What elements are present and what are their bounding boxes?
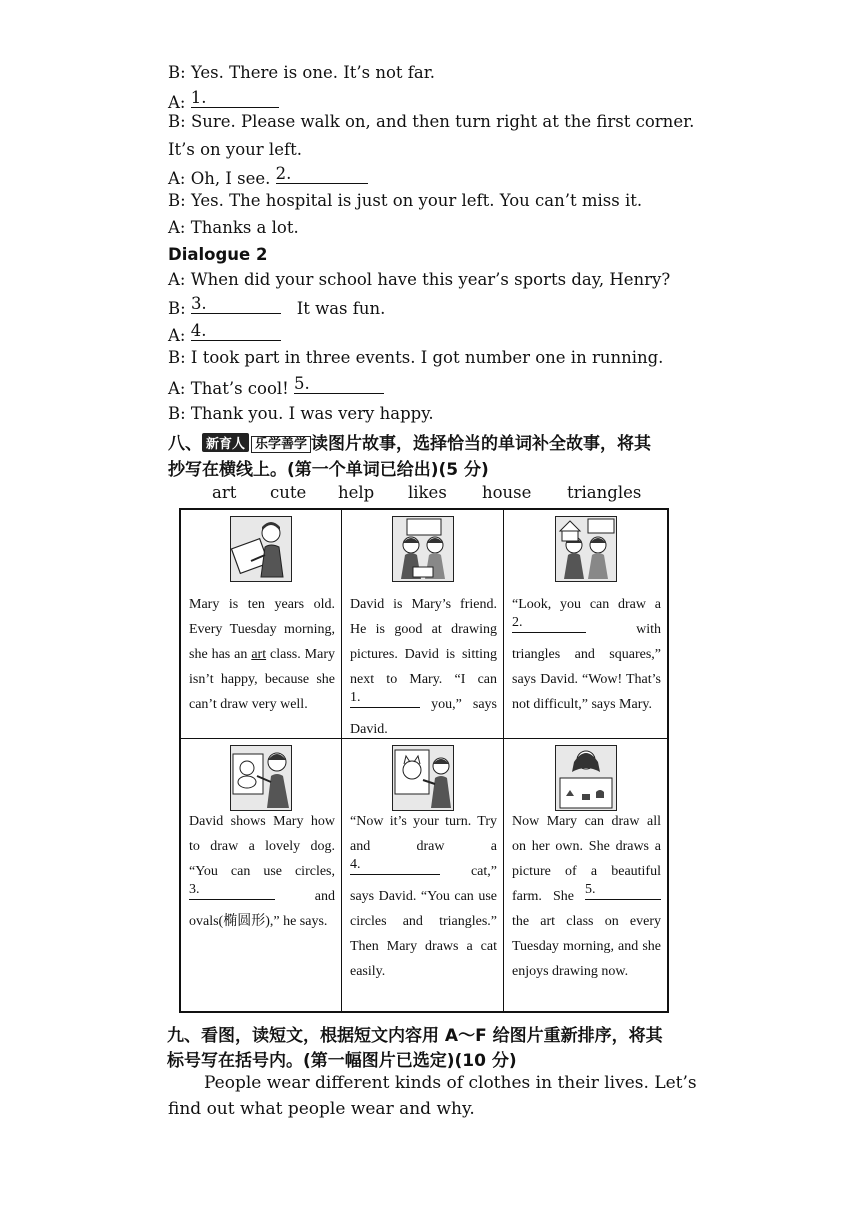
story-blank-4[interactable]: 4. [350,859,440,875]
dialogue2-line-2: B: 3. It was fun. [168,294,386,318]
story-panel-2-text: David is Mary’s friend. He is good at drawing pictures. David is sitting next to Mary. “I can 1. you,” says David. [350,597,497,737]
girl-drawing-illustration [230,516,292,582]
story-panel-3 [504,510,667,739]
word-bank-likes: likes [408,483,447,502]
dog-drawing-illustration [230,745,292,811]
dialogue1-line-1: B: Yes. There is one. It’s not far. [168,63,436,82]
dialogue1-line-7: A: Thanks a lot. [168,218,299,237]
dialogue2-line-3: A: 4. [168,323,281,347]
story-grid [179,508,669,1013]
dialogue1-line-3: B: Sure. Please walk on, and then turn right at the first corner. [168,112,695,131]
dialogue1-line-4: It’s on your left. [168,140,302,159]
answer-blank-4[interactable]: 4. [191,323,281,341]
story-blank-1[interactable]: 1. [350,692,420,708]
story-panel-2 [342,510,504,739]
dialogue2-line-6: B: Thank you. I was very happy. [168,404,434,423]
story-panel-6-text: Now Mary can draw all on her own. She draws a picture of a beautiful farm. She 5. the art class on every Tuesday morning, and she enjoys drawing now. [512,814,661,979]
house-drawing-illustration [555,516,617,582]
story-panel-5-text: “Now it’s your turn. Try and draw a 4. cat,” says David. “You can use circles and triangles.” Then Mary draws a cat easily. [350,814,497,979]
section9-instruction-2: 标号写在括号内。(第一幅图片已选定)(10 分) [167,1051,517,1071]
cat-drawing-illustration [392,745,454,811]
farm-drawing-illustration [555,745,617,811]
answer-blank-1[interactable]: 1. [191,90,279,108]
word-bank-help: help [338,483,375,502]
dialogue2-line-5: A: That’s cool! 5. [168,376,384,400]
dialogue1-line-6: B: Yes. The hospital is just on your left. You can’t miss it. [168,191,643,210]
story-blank-5[interactable]: 5. [585,884,661,900]
story-blank-3[interactable]: 3. [189,884,275,900]
word-bank-cute: cute [270,483,307,502]
dialogue1-line-2: A: 1. [168,90,279,114]
word-bank-house: house [482,483,532,502]
answer-blank-5[interactable]: 5. [294,376,384,394]
section8-instruction-1: 八、 新育人 乐学善学 读图片故事，选择恰当的单词补全故事，将其 [168,434,652,454]
word-bank-triangles: triangles [567,483,642,502]
section9-instruction-1: 九、看图，读短文，根据短文内容用 A～F 给图片重新排序，将其 [167,1026,663,1046]
xinyuren-tag: 新育人 [202,433,249,452]
section9-paragraph-line-1: People wear different kinds of clothes in their lives. Let’s [204,1073,697,1093]
story-blank-2[interactable]: 2. [512,617,586,633]
story-panel-1 [181,510,342,739]
section8-instruction-2: 抄写在横线上。(第一个单词已给出)(5 分) [168,460,489,480]
word-bank-art: art [212,483,237,502]
story-panel-1-text: Mary is ten years old. Every Tuesday morning, she has an art class. Mary isn’t happy, because she can’t draw very well. [189,597,335,712]
story-panel-6 [504,739,667,1011]
answer-blank-3[interactable]: 3. [191,296,281,314]
story-panel-4 [181,739,342,1011]
dialogue1-line-5: A: Oh, I see. 2. [168,166,368,190]
story-panel-5 [342,739,504,1011]
dialogue2-title: Dialogue 2 [168,245,268,264]
lexueshanxue-tag: 乐学善学 [251,436,311,453]
answer-blank-2[interactable]: 2. [276,166,368,184]
two-kids-drawing-illustration [392,516,454,582]
story-panel-4-text: David shows Mary how to draw a lovely dog. “You can use circles, 3. and ovals(椭圆形),” he says. [189,814,335,929]
story-panel-3-text: “Look, you can draw a 2. with triangles and squares,” says David. “Wow! That’s not difficult,” says Mary. [512,597,661,712]
dialogue2-line-1: A: When did your school have this year’s sports day, Henry? [168,270,671,289]
section9-paragraph-line-2: find out what people wear and why. [168,1099,475,1119]
dialogue2-line-4: B: I took part in three events. I got number one in running. [168,348,664,367]
